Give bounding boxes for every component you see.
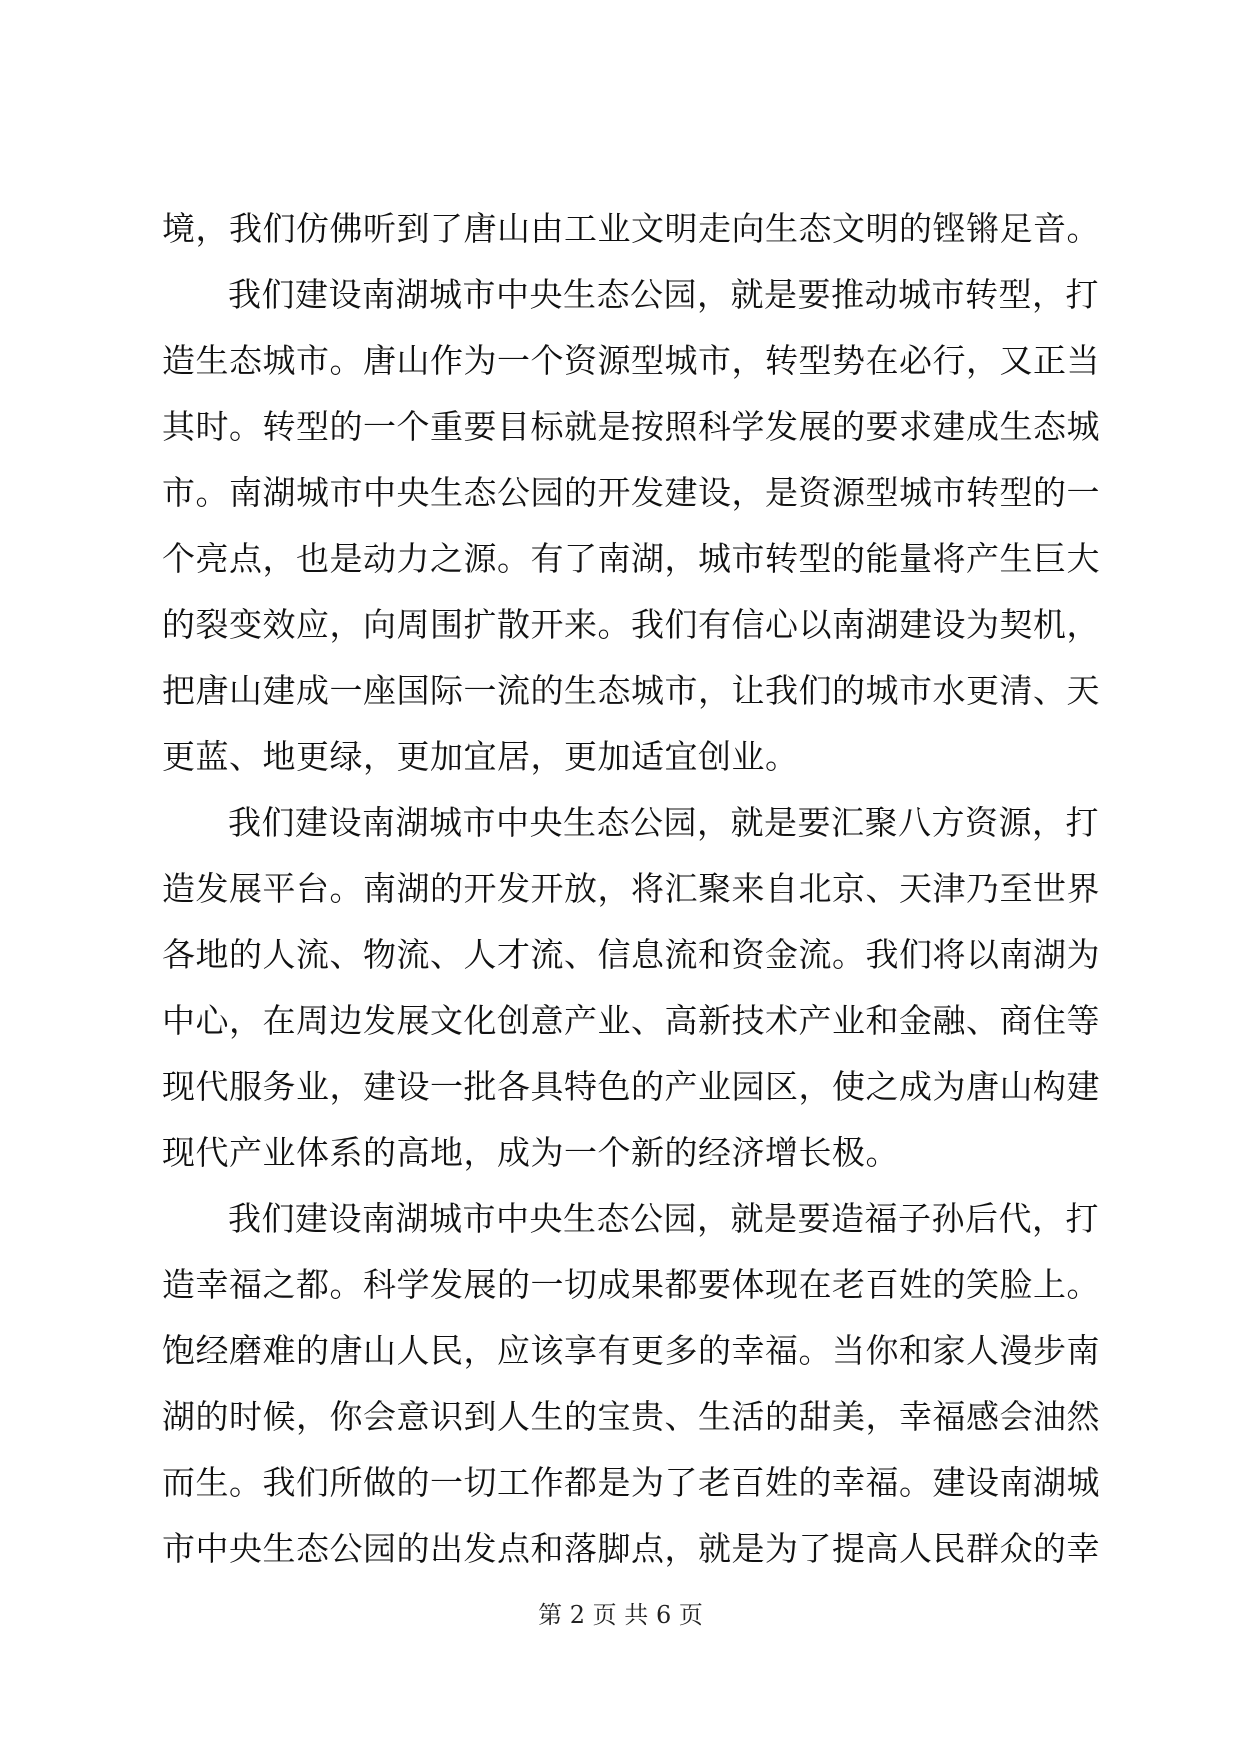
text-line: 个亮点，也是动力之源。有了南湖，城市转型的能量将产生巨大 — [162, 539, 1100, 578]
text-line: 中心，在周边发展文化创意产业、高新技术产业和金融、商住等 — [162, 1001, 1100, 1040]
text-line: 市中央生态公园的出发点和落脚点，就是为了提高人民群众的幸 — [162, 1529, 1100, 1568]
text-line: 其时。转型的一个重要目标就是按照科学发展的要求建成生态城 — [162, 407, 1100, 446]
paragraph-first-line: 我们建设南湖城市中央生态公园，就是要造福子孙后代，打 — [228, 1199, 1099, 1238]
text-line: 造生态城市。唐山作为一个资源型城市，转型势在必行，又正当 — [162, 341, 1100, 380]
body-text — [162, 196, 1100, 1582]
text-line: 而生。我们所做的一切工作都是为了老百姓的幸福。建设南湖城 — [162, 1463, 1100, 1502]
text-line: 现代服务业，建设一批各具特色的产业园区，使之成为唐山构建 — [162, 1067, 1100, 1106]
text-line: 饱经磨难的唐山人民，应该享有更多的幸福。当你和家人漫步南 — [162, 1331, 1100, 1370]
text-line: 造幸福之都。科学发展的一切成果都要体现在老百姓的笑脸上。 — [162, 1265, 1100, 1304]
text-line: 境，我们仿佛听到了唐山由工业文明走向生态文明的铿锵足音。 — [162, 209, 1100, 248]
paragraph-first-line: 我们建设南湖城市中央生态公园，就是要汇聚八方资源，打 — [228, 803, 1099, 842]
text-line: 湖的时候，你会意识到人生的宝贵、生活的甜美，幸福感会油然 — [162, 1397, 1100, 1436]
text-line: 的裂变效应，向周围扩散开来。我们有信心以南湖建设为契机， — [162, 605, 1100, 644]
text-line: 把唐山建成一座国际一流的生态城市，让我们的城市水更清、天 — [162, 671, 1100, 710]
text-line: 造发展平台。南湖的开发开放，将汇聚来自北京、天津乃至世界 — [162, 869, 1100, 908]
paragraph-first-line: 我们建设南湖城市中央生态公园，就是要推动城市转型，打 — [228, 275, 1099, 314]
paragraph-last-line: 现代产业体系的高地，成为一个新的经济增长极。 — [162, 1133, 899, 1172]
page-number-footer: 第 2 页 共 6 页 — [538, 1601, 703, 1629]
paragraph-last-line: 更蓝、地更绿，更加宜居，更加适宜创业。 — [162, 737, 799, 776]
text-line: 市。南湖城市中央生态公园的开发建设，是资源型城市转型的一 — [162, 473, 1100, 512]
text-line: 各地的人流、物流、人才流、信息流和资金流。我们将以南湖为 — [162, 935, 1100, 974]
